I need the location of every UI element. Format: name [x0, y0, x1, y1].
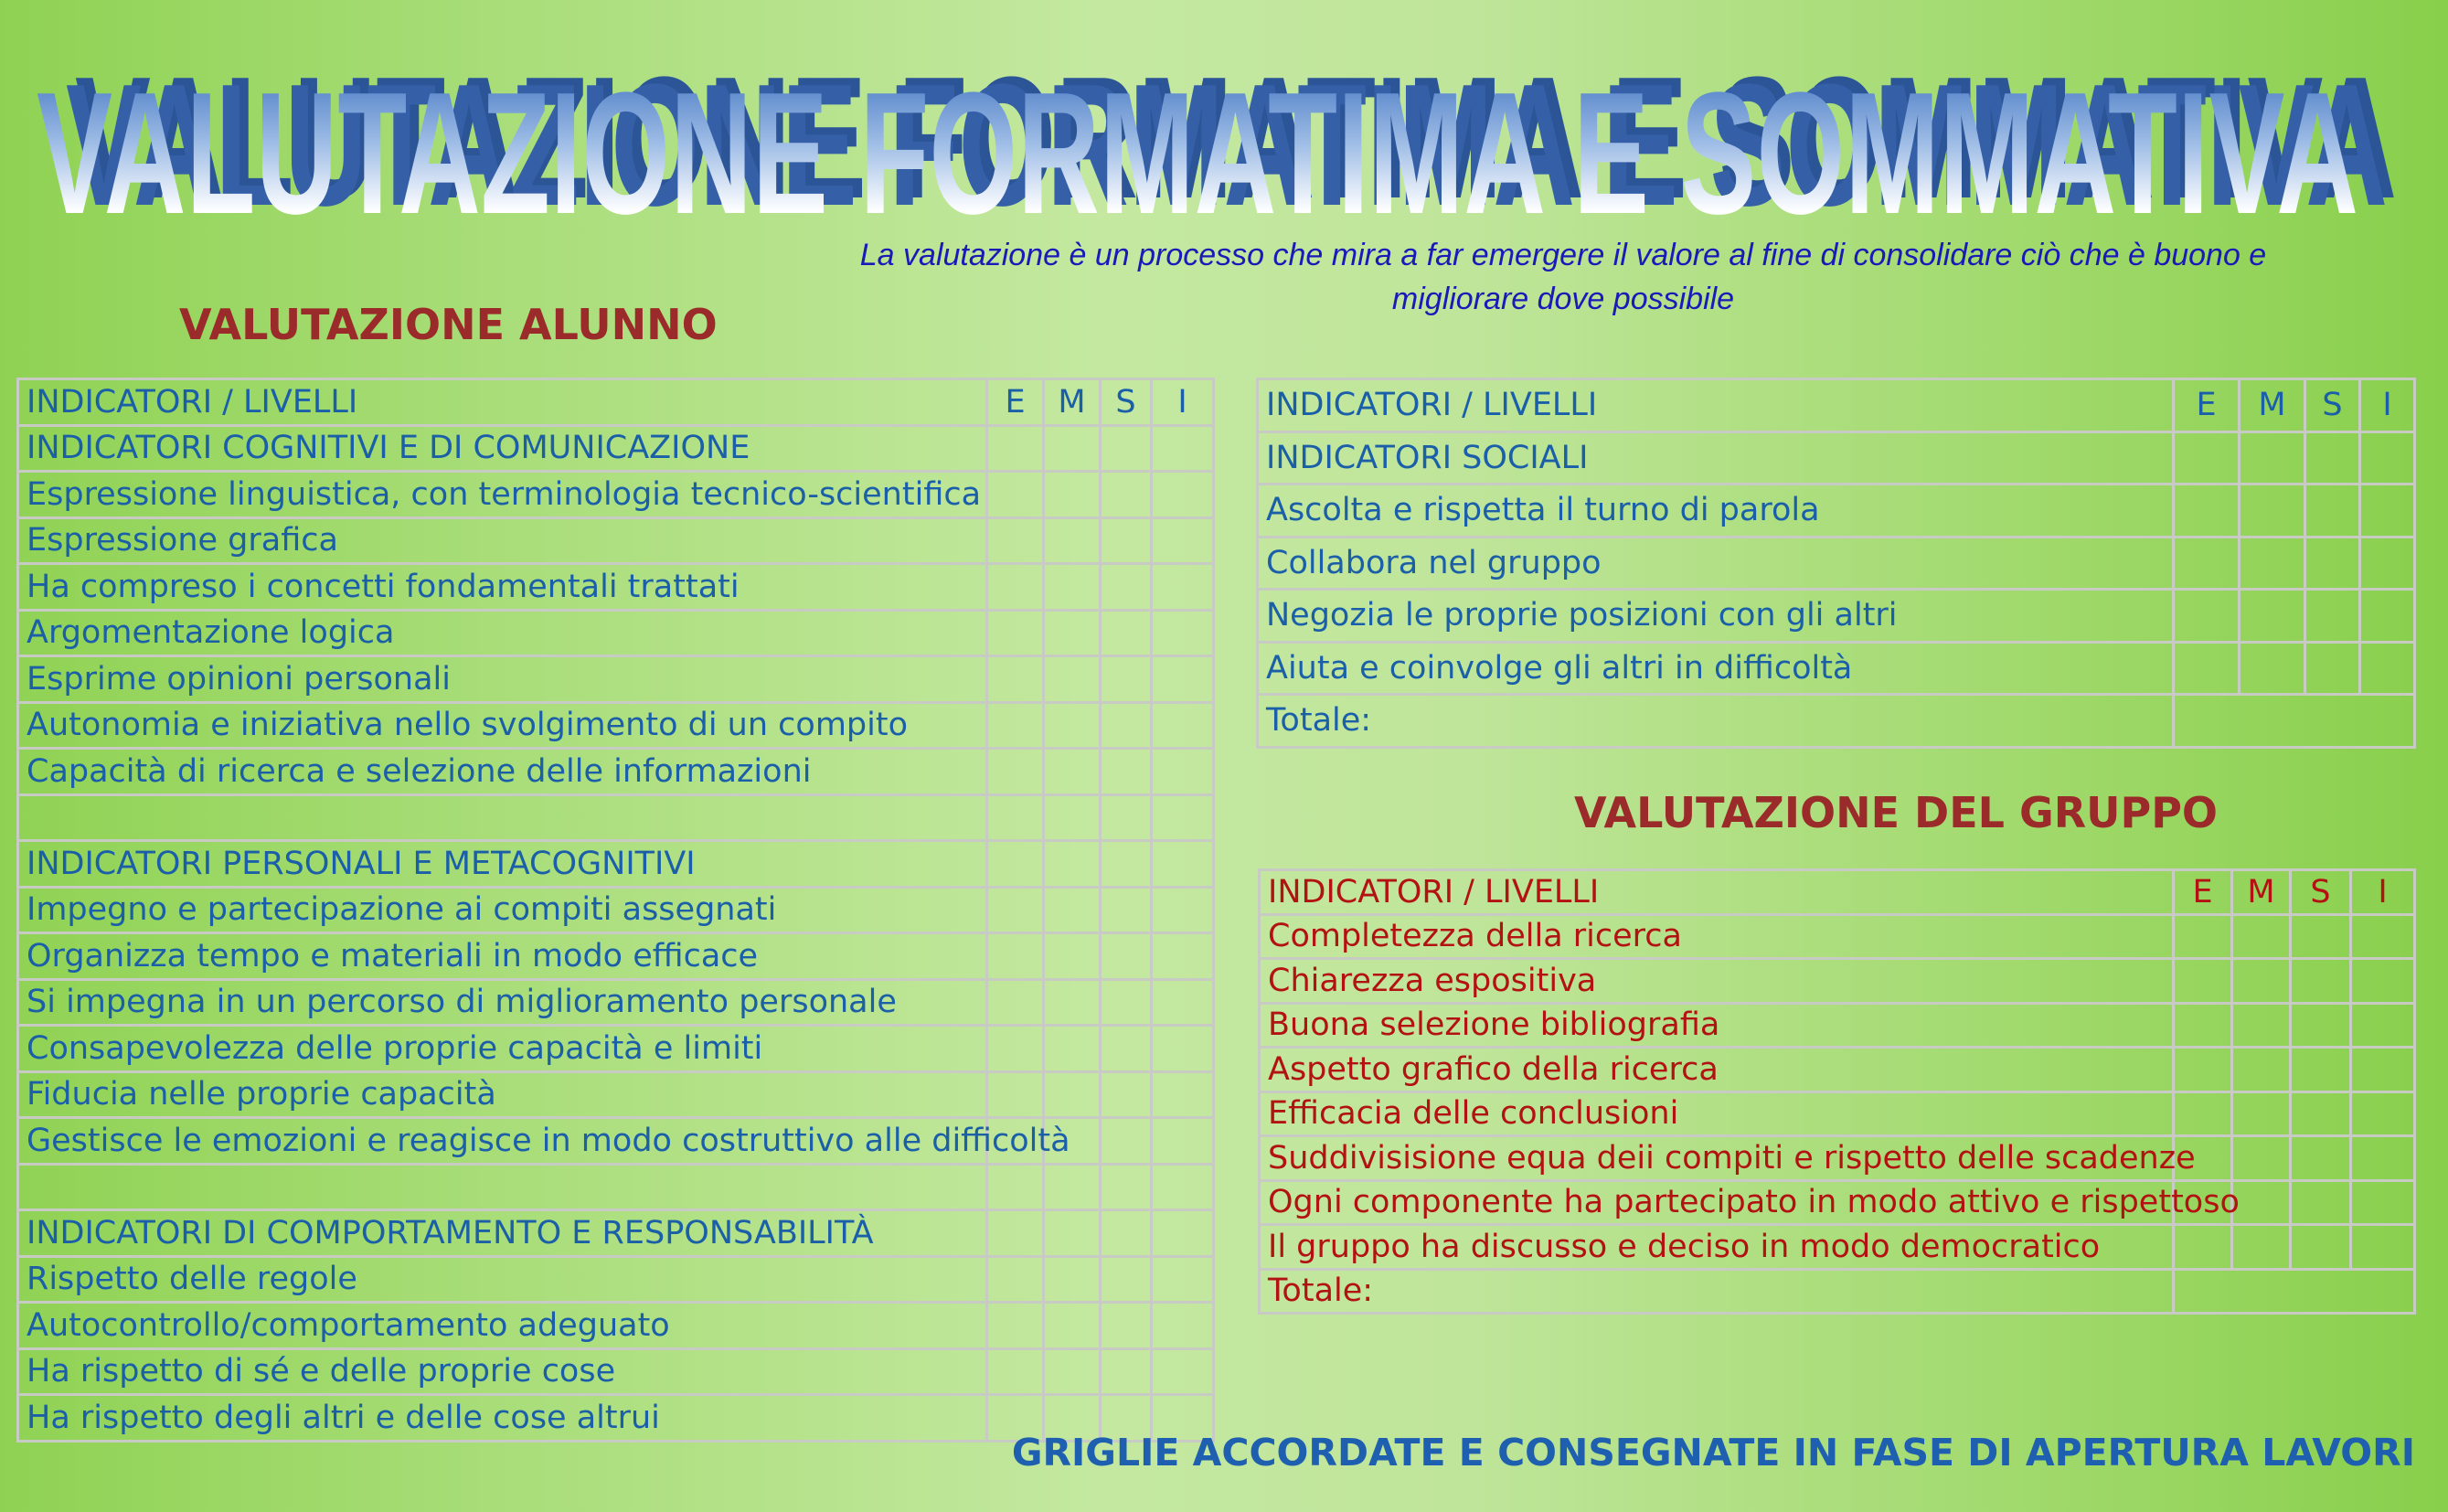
level-cell: [2240, 431, 2305, 484]
level-header-s: S: [2291, 870, 2351, 915]
level-cell: [1101, 656, 1152, 703]
total-row: [1260, 1269, 2415, 1314]
indicator-label: Efficacia delle conclusioni: [1260, 1091, 2174, 1136]
level-cell: [987, 749, 1044, 795]
table-row: [1258, 590, 2415, 643]
table-alunno: [16, 378, 1215, 1443]
level-cell: [987, 1210, 1044, 1257]
level-cell: [2305, 484, 2360, 538]
level-cell: [2291, 1180, 2351, 1225]
subtitle: [786, 233, 2340, 321]
footer-note: GRIGLIE ACCORDATE E CONSEGNATE IN FASE DI APERTURA LAVORI: [1011, 1431, 2415, 1475]
level-cell: [1044, 1303, 1101, 1349]
level-cell: [1152, 1303, 1214, 1349]
indicator-label: Ha rispetto di sé e delle proprie cose: [18, 1348, 987, 1395]
level-cell: [987, 1348, 1044, 1395]
level-cell: [2360, 642, 2415, 695]
table-row: [18, 1210, 1214, 1257]
table-row: [18, 794, 1214, 841]
indicator-label: Gestisce le emozioni e reagisce in modo costruttivo alle difficoltà: [18, 1118, 987, 1165]
page-title: [27, 44, 2422, 227]
level-cell: [2291, 1225, 2351, 1270]
level-cell: [1101, 1026, 1152, 1072]
level-header-m: M: [1044, 379, 1101, 426]
level-cell: [2174, 914, 2232, 959]
level-header-s: S: [2305, 379, 2360, 432]
indicator-label: Capacità di ricerca e selezione delle informazioni: [18, 749, 987, 795]
level-cell: [1044, 472, 1101, 518]
level-cell: [1101, 794, 1152, 841]
level-cell: [1152, 517, 1214, 564]
level-cell: [1152, 564, 1214, 611]
level-cell: [1044, 610, 1101, 656]
level-cell: [2174, 590, 2240, 643]
level-cell: [1152, 979, 1214, 1026]
indicator-label: Buona selezione bibliografia: [1260, 1003, 2174, 1048]
level-cell: [2174, 484, 2240, 538]
level-cell: [2232, 1180, 2291, 1225]
table-row: [18, 1118, 1214, 1165]
level-cell: [1101, 1071, 1152, 1118]
table-row: [1258, 431, 2415, 484]
indicator-label: Ogni componente ha partecipato in modo attivo e rispettoso: [1260, 1180, 2174, 1225]
table-row: [1258, 537, 2415, 590]
level-cell: [2240, 484, 2305, 538]
level-cell: [1101, 1303, 1152, 1349]
level-cell: [1101, 610, 1152, 656]
table-row: [18, 1348, 1214, 1395]
total-cell: [2174, 695, 2415, 748]
total-label: Totale:: [1258, 695, 2174, 748]
level-cell: [1152, 794, 1214, 841]
indicator-label: Autonomia e iniziativa nello svolgimento di un compito: [18, 702, 987, 749]
level-header-e: E: [2174, 870, 2232, 915]
level-cell: [1152, 1026, 1214, 1072]
table-row: [1258, 642, 2415, 695]
level-cell: [1101, 933, 1152, 980]
level-cell: [2174, 431, 2240, 484]
indicator-label: Il gruppo ha discusso e deciso in modo democratico: [1260, 1225, 2174, 1270]
header-row: [1260, 870, 2415, 915]
level-cell: [1152, 1118, 1214, 1165]
total-row: [1258, 695, 2415, 748]
level-cell: [1152, 472, 1214, 518]
level-cell: [987, 425, 1044, 472]
level-cell: [2305, 431, 2360, 484]
level-cell: [987, 610, 1044, 656]
level-cell: [2291, 1003, 2351, 1048]
level-cell: [1101, 979, 1152, 1026]
indicator-label: INDICATORI PERSONALI E METACOGNITIVI: [18, 841, 987, 888]
table-row: [18, 564, 1214, 611]
level-cell: [2305, 537, 2360, 590]
table-row: [18, 749, 1214, 795]
indicator-label: Negozia le proprie posizioni con gli altri: [1258, 590, 2174, 643]
level-cell: [2232, 1003, 2291, 1048]
level-cell: [1101, 1256, 1152, 1303]
level-cell: [2360, 484, 2415, 538]
level-cell: [1152, 610, 1214, 656]
title-shadow: VALUTAZIONE FORMATIMA E SOMMATIVA: [75, 44, 2397, 227]
table-row: [18, 1303, 1214, 1349]
level-cell: [2360, 537, 2415, 590]
level-cell: [987, 472, 1044, 518]
level-cell: [987, 1071, 1044, 1118]
level-cell: [2174, 1091, 2232, 1136]
level-cell: [2174, 642, 2240, 695]
level-cell: [1152, 933, 1214, 980]
table-gruppo: [1258, 868, 2416, 1315]
level-cell: [987, 517, 1044, 564]
level-header-m: M: [2232, 870, 2291, 915]
indicator-label: Consapevolezza delle proprie capacità e limiti: [18, 1026, 987, 1072]
level-cell: [1152, 1348, 1214, 1395]
level-cell: [2351, 959, 2415, 1004]
level-cell: [1044, 517, 1101, 564]
level-cell: [2174, 1225, 2232, 1270]
indicator-label: Esprime opinioni personali: [18, 656, 987, 703]
level-cell: [987, 794, 1044, 841]
level-header-m: M: [2240, 379, 2305, 432]
indicator-label: INDICATORI SOCIALI: [1258, 431, 2174, 484]
indicator-label: Chiarezza espositiva: [1260, 959, 2174, 1004]
table-row: [18, 1164, 1214, 1210]
level-header-s: S: [1101, 379, 1152, 426]
level-cell: [2351, 1180, 2415, 1225]
table-row: [18, 841, 1214, 888]
indicator-label: Si impegna in un percorso di miglioramento personale: [18, 979, 987, 1026]
level-cell: [987, 979, 1044, 1026]
level-cell: [1101, 425, 1152, 472]
indicator-label: Ascolta e rispetta il turno di parola: [1258, 484, 2174, 538]
header-label: INDICATORI / LIVELLI: [1260, 870, 2174, 915]
level-cell: [1101, 702, 1152, 749]
level-cell: [1152, 656, 1214, 703]
heading-gruppo: VALUTAZIONE DEL GRUPPO: [1574, 788, 2219, 837]
level-cell: [2240, 590, 2305, 643]
level-cell: [1101, 472, 1152, 518]
table-row: [18, 517, 1214, 564]
level-cell: [2305, 590, 2360, 643]
level-cell: [1044, 656, 1101, 703]
total-cell: [2174, 1269, 2415, 1314]
level-cell: [2174, 1003, 2232, 1048]
table-row: [1260, 1180, 2415, 1225]
indicator-label: INDICATORI COGNITIVI E DI COMUNICAZIONE: [18, 425, 987, 472]
title-graphic: [27, 44, 2422, 227]
indicator-label: Collabora nel gruppo: [1258, 537, 2174, 590]
table-sociali: [1256, 378, 2416, 749]
indicator-label: Fiducia nelle proprie capacità: [18, 1071, 987, 1118]
level-cell: [2232, 1136, 2291, 1181]
level-cell: [1101, 749, 1152, 795]
table-row: [18, 472, 1214, 518]
table-row: [18, 702, 1214, 749]
level-cell: [1101, 564, 1152, 611]
level-cell: [987, 702, 1044, 749]
level-cell: [1044, 564, 1101, 611]
level-cell: [987, 1303, 1044, 1349]
indicator-label: Ha compreso i concetti fondamentali trattati: [18, 564, 987, 611]
level-cell: [2351, 1003, 2415, 1048]
level-cell: [1101, 841, 1152, 888]
table-row: [1260, 1225, 2415, 1270]
table-row: [18, 656, 1214, 703]
level-cell: [1044, 702, 1101, 749]
level-header-i: I: [1152, 379, 1214, 426]
indicator-label: Aspetto grafico della ricerca: [1260, 1048, 2174, 1092]
table-row: [18, 1256, 1214, 1303]
level-cell: [987, 1026, 1044, 1072]
level-cell: [1044, 1348, 1101, 1395]
indicator-label: Espressione grafica: [18, 517, 987, 564]
indicator-label: Rispetto delle regole: [18, 1256, 987, 1303]
level-cell: [2291, 914, 2351, 959]
level-cell: [987, 887, 1044, 933]
title-text: VALUTAZIONE FORMATIMA E SOMMATIVA: [37, 57, 2358, 227]
indicator-label: [18, 794, 987, 841]
heading-alunno: VALUTAZIONE ALUNNO: [179, 300, 718, 349]
level-header-e: E: [2174, 379, 2240, 432]
level-header-e: E: [987, 379, 1044, 426]
level-cell: [2232, 914, 2291, 959]
table-row: [18, 887, 1214, 933]
level-cell: [1044, 933, 1101, 980]
level-header-i: I: [2360, 379, 2415, 432]
level-cell: [2291, 1048, 2351, 1092]
level-cell: [2232, 959, 2291, 1004]
header-label: INDICATORI / LIVELLI: [1258, 379, 2174, 432]
subtitle-line-1: La valutazione è un processo che mira a far emergere il valore al fine di consolidare ciò che è buono e: [859, 238, 2267, 272]
level-cell: [1044, 425, 1101, 472]
level-cell: [1101, 1118, 1152, 1165]
level-cell: [1152, 425, 1214, 472]
table-row: [18, 1026, 1214, 1072]
table-row: [1258, 484, 2415, 538]
level-cell: [2291, 1091, 2351, 1136]
header-label: INDICATORI / LIVELLI: [18, 379, 987, 426]
level-cell: [1044, 794, 1101, 841]
level-cell: [2351, 1225, 2415, 1270]
level-cell: [1152, 702, 1214, 749]
level-cell: [1101, 1210, 1152, 1257]
table-row: [18, 1071, 1214, 1118]
level-cell: [2351, 914, 2415, 959]
indicator-label: Argomentazione logica: [18, 610, 987, 656]
level-cell: [2360, 590, 2415, 643]
table-row: [1260, 959, 2415, 1004]
level-cell: [1101, 517, 1152, 564]
level-cell: [2232, 1048, 2291, 1092]
level-cell: [1152, 887, 1214, 933]
indicator-label: Aiuta e coinvolge gli altri in difficoltà: [1258, 642, 2174, 695]
level-cell: [1044, 1026, 1101, 1072]
indicator-label: Organizza tempo e materiali in modo efficace: [18, 933, 987, 980]
table-row: [1260, 914, 2415, 959]
table-row: [18, 610, 1214, 656]
level-cell: [1101, 1164, 1152, 1210]
level-cell: [1044, 841, 1101, 888]
level-cell: [2351, 1048, 2415, 1092]
level-header-i: I: [2351, 870, 2415, 915]
level-cell: [2232, 1225, 2291, 1270]
indicator-label: Autocontrollo/comportamento adeguato: [18, 1303, 987, 1349]
level-cell: [987, 933, 1044, 980]
level-cell: [2351, 1091, 2415, 1136]
level-cell: [1101, 1348, 1152, 1395]
table-row: [18, 979, 1214, 1026]
header-row: [18, 379, 1214, 426]
level-cell: [1044, 1210, 1101, 1257]
table-row: [18, 933, 1214, 980]
level-cell: [1101, 887, 1152, 933]
level-cell: [1044, 1071, 1101, 1118]
table-row: [18, 425, 1214, 472]
level-cell: [1152, 1256, 1214, 1303]
level-cell: [1044, 887, 1101, 933]
level-cell: [987, 841, 1044, 888]
table-row: [1260, 1048, 2415, 1092]
level-cell: [2351, 1136, 2415, 1181]
level-cell: [2305, 642, 2360, 695]
level-cell: [2360, 431, 2415, 484]
level-cell: [1152, 841, 1214, 888]
indicator-label: Espressione linguistica, con terminologia tecnico-scientifica: [18, 472, 987, 518]
level-cell: [987, 1164, 1044, 1210]
level-cell: [1152, 749, 1214, 795]
indicator-label: Completezza della ricerca: [1260, 914, 2174, 959]
level-cell: [1152, 1164, 1214, 1210]
level-cell: [2240, 537, 2305, 590]
level-cell: [2240, 642, 2305, 695]
level-cell: [2174, 959, 2232, 1004]
level-cell: [987, 1256, 1044, 1303]
level-cell: [1044, 1164, 1101, 1210]
level-cell: [1152, 1210, 1214, 1257]
level-cell: [987, 564, 1044, 611]
level-cell: [1152, 1071, 1214, 1118]
indicator-label: Suddivisisione equa deii compiti e rispetto delle scadenze: [1260, 1136, 2174, 1181]
level-cell: [2291, 1136, 2351, 1181]
level-cell: [2174, 537, 2240, 590]
total-label: Totale:: [1260, 1269, 2174, 1314]
level-cell: [2291, 959, 2351, 1004]
title-shadow-2: VALUTAZIONE FORMATIMA E SOMMATIVA: [66, 48, 2388, 227]
subtitle-line-2: migliorare dove possibile: [1391, 282, 1735, 316]
level-cell: [1044, 1256, 1101, 1303]
level-cell: [2232, 1091, 2291, 1136]
level-cell: [2174, 1048, 2232, 1092]
table-row: [1260, 1136, 2415, 1181]
table-row: [1260, 1003, 2415, 1048]
level-cell: [987, 656, 1044, 703]
indicator-label: [18, 1164, 987, 1210]
indicator-label: Impegno e partecipazione ai compiti assegnati: [18, 887, 987, 933]
level-cell: [1044, 749, 1101, 795]
table-row: [1260, 1091, 2415, 1136]
indicator-label: INDICATORI DI COMPORTAMENTO E RESPONSABILITÀ: [18, 1210, 987, 1257]
indicator-label: Ha rispetto degli altri e delle cose altrui: [18, 1395, 987, 1442]
level-cell: [1044, 979, 1101, 1026]
header-row: [1258, 379, 2415, 432]
